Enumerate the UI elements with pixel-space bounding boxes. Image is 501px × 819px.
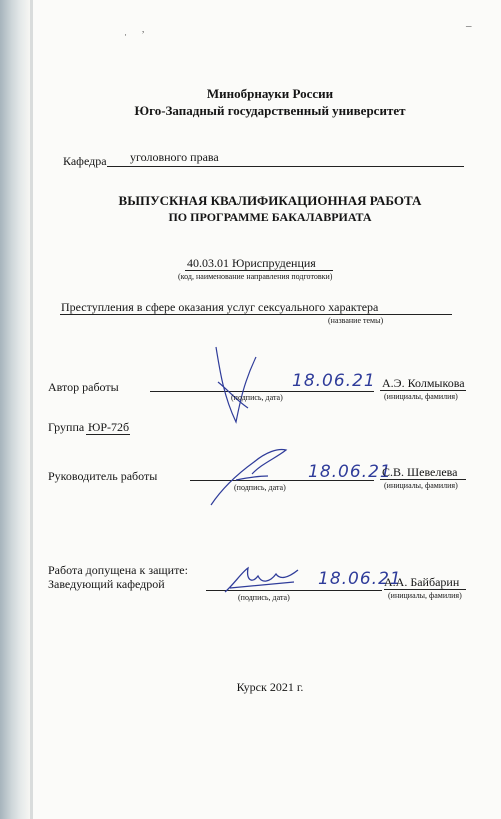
author-name-caption: (инициалы, фамилия) — [384, 392, 458, 401]
topic-line — [60, 314, 452, 315]
binder-shadow — [0, 0, 30, 819]
supervisor-date: 18.06.21 — [308, 462, 392, 482]
supervisor-sign-caption: (подпись, дата) — [234, 483, 286, 492]
author-name: А.Э. Колмыкова — [382, 376, 465, 390]
binder-edge — [30, 0, 33, 819]
supervisor-name-line — [380, 479, 466, 480]
author-label: Автор работы — [48, 380, 119, 394]
author-sign-caption: (подпись, дата) — [231, 393, 283, 402]
scan-mark: – — [466, 20, 472, 32]
department-line — [107, 166, 464, 167]
scan-speck: , — [142, 24, 145, 34]
author-signature — [206, 342, 266, 432]
ministry-heading: Минобрнауки России — [206, 86, 334, 101]
city-year: Курск 2021 г. — [236, 680, 304, 694]
head-name-line — [384, 589, 466, 590]
program-line — [185, 270, 333, 271]
supervisor-name-caption: (инициалы, фамилия) — [384, 481, 458, 490]
program-caption: (код, наименование направления подготовки) — [178, 272, 333, 281]
author-name-line — [380, 390, 466, 391]
admission-date: 18.06.21 — [318, 569, 402, 589]
head-name-caption: (инициалы, фамилия) — [388, 591, 462, 600]
group-value: ЮР-72б — [88, 420, 130, 434]
supervisor-name: С.В. Шевелева — [382, 465, 458, 479]
admission-line2: Заведующий кафедрой — [48, 577, 165, 591]
supervisor-signature — [206, 440, 296, 510]
work-title-line2: ПО ПРОГРАММЕ БАКАЛАВРИАТА — [168, 210, 372, 224]
program-value: 40.03.01 Юриспруденция — [187, 256, 316, 270]
topic-caption: (название темы) — [328, 316, 384, 325]
admission-line1: Работа допущена к защите: — [48, 563, 188, 577]
group-label: Группа — [48, 420, 85, 434]
head-name: А.А. Байбарин — [384, 575, 460, 589]
department-value: уголовного права — [130, 150, 219, 164]
scan-speck: · — [124, 30, 127, 40]
group-line — [86, 434, 130, 435]
topic-value: Преступления в сфере оказания услуг сексуального характера — [61, 300, 379, 314]
supervisor-label: Руководитель работы — [48, 469, 158, 483]
admission-sign-caption: (подпись, дата) — [238, 593, 290, 602]
author-date: 18.06.21 — [292, 371, 376, 391]
department-label: Кафедра — [63, 154, 107, 168]
work-title-line1: ВЫПУСКНАЯ КВАЛИФИКАЦИОННАЯ РАБОТА — [118, 193, 422, 208]
university-heading: Юго-Западный государственный университет — [134, 103, 406, 118]
